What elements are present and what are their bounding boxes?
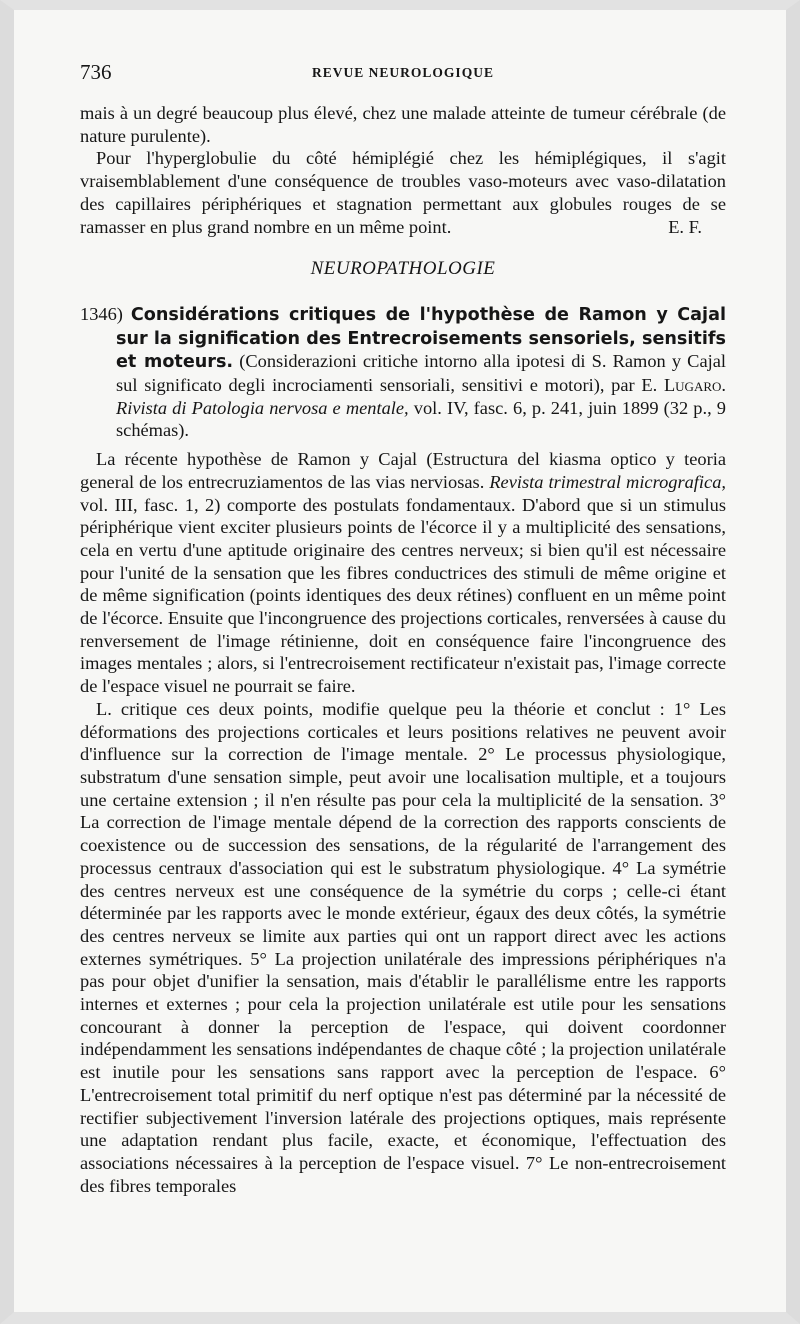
cited-journal: Revista trimestral micrografica, [489,471,726,492]
italian-title: (Considerazioni critiche intorno alla ipotesi di S. Ramon y Cajal sul significato degli incrociamenti sensoriali, sensitivi e motori), par [116,351,726,396]
running-head: REVUE NEUROLOGIQUE [312,65,494,80]
review-paragraph [80,448,726,698]
previous-review-paragraph: mais à un degré beaucoup plus élevé, chez une malade atteinte de tumeur cérébrale (de nature purulente). [80,103,726,146]
citation-details: vol. IV, fasc. 6, p. 241, juin 1899 (32 p., 9 schémas). [116,397,726,441]
page-header [80,60,726,86]
journal-name: Rivista di Patologia nervosa e mentale, [116,397,409,418]
review-paragraph: L. critique ces deux points, modifie quelque peu la théorie et conclut : 1° Les déformations des projections corticales et leurs positions relatives ne peuvent avoir d'influence sur la correction de l'image mentale. 2° Le processus physiologique, substratum d'une sensation simple, peut avoir une localisation multiple, et a toujours une certaine extension ; il n'en résulte pas pour cela la multiplicité de la sensation. 3° La correction de l'image mentale dépend de la correction des rapports conscients de coexistence ou de succession des sensations, de la régularité de l'arrangement des processus centraux d'association qui est le substratum physiologique. 4° La symétrie des centres nerveux est une conséquence de la symétrie du corps ; celle-ci étant déterminée par les rapports avec le monde extérieur, égaux des deux côtés, la symétrie des centres nerveux se limite aux parties qui ont un rapport direct avec les actions externes symétriques. 5° La projection unilatérale des impressions périphériques n'a pas pour objet d'unifier la sensation, mais d'établir le parallélisme entre les rapports internes et externes ; pour cela la projection unilatérale est utile pour les sensations concourant à donner la perception de l'espace, qui doivent coordonner indépendamment les sensations indépendantes de chaque côté ; la projection unilatérale est inutile pour les sensations sans rapport avec la perception de l'espace. 6° L'entrecroisement total primitif du nerf optique n'est pas déterminé par la nécessité de rectifier subjectivement l'inversion latérale des projections optiques, mais représente une adaptation rendant plus facile, exacte, et économique, l'effectuation des associations nécessaires à la perception de l'espace visuel. 7° Le non-entrecroisement des fibres temporales [80,698,726,1196]
entry-author: E. Lugaro. [641,375,726,396]
review-text: La récente hypothèse de Ramon y Cajal (Estructura del kiasma optico y teoria general de los entrecruziamentos de las vias nerviosas. [80,449,726,492]
page-body [80,102,726,1197]
page-number: 736 [80,60,112,84]
section-heading: NEUROPATHOLOGIE [310,258,496,280]
bibliographic-entry [80,303,726,442]
entry-number: 1346) [80,303,123,324]
reviewer-signature: E. F. [668,216,702,237]
previous-review-paragraph: Pour l'hyperglobulie du côté hémiplégié chez les hémiplégiques, il s'agit vraisemblablement d'une conséquence de troubles vaso-moteurs avec vaso-dilatation des capillaires périphériques et stagnation permettant aux globules rouges de se ramasser en plus grand nombre en un même point. [80,148,726,237]
review-text: vol. III, fasc. 1, 2) comporte des postulats fondamentaux. D'abord que si un stimulus périphérique vient exciter plusieurs points de l'écorce il y a multiplicité des sensations, cela en vertu d'une aptitude originaire des centres nerveux; si bien qu'il est nécessaire pour l'unité de la sensation que les fibres conductrices des stimuli de même origine et de même signification (points identiques des deux rétines) confluent en un même point de l'écorce. Ensuite que l'incongruence des projections corticales, renversées à cause du renversement de l'image rétinienne, doit en conséquence faire l'incongruence des images mentales ; alors, si l'entrecroisement rectificateur n'existait pas, l'image correcte de l'espace visuel ne pourrait se faire. [80,494,726,697]
entry-title: Considérations critiques de l'hypothèse de Ramon y Cajal sur la signification des Entrecroisements sensoriels, sensitifs et moteurs. [116,304,726,373]
